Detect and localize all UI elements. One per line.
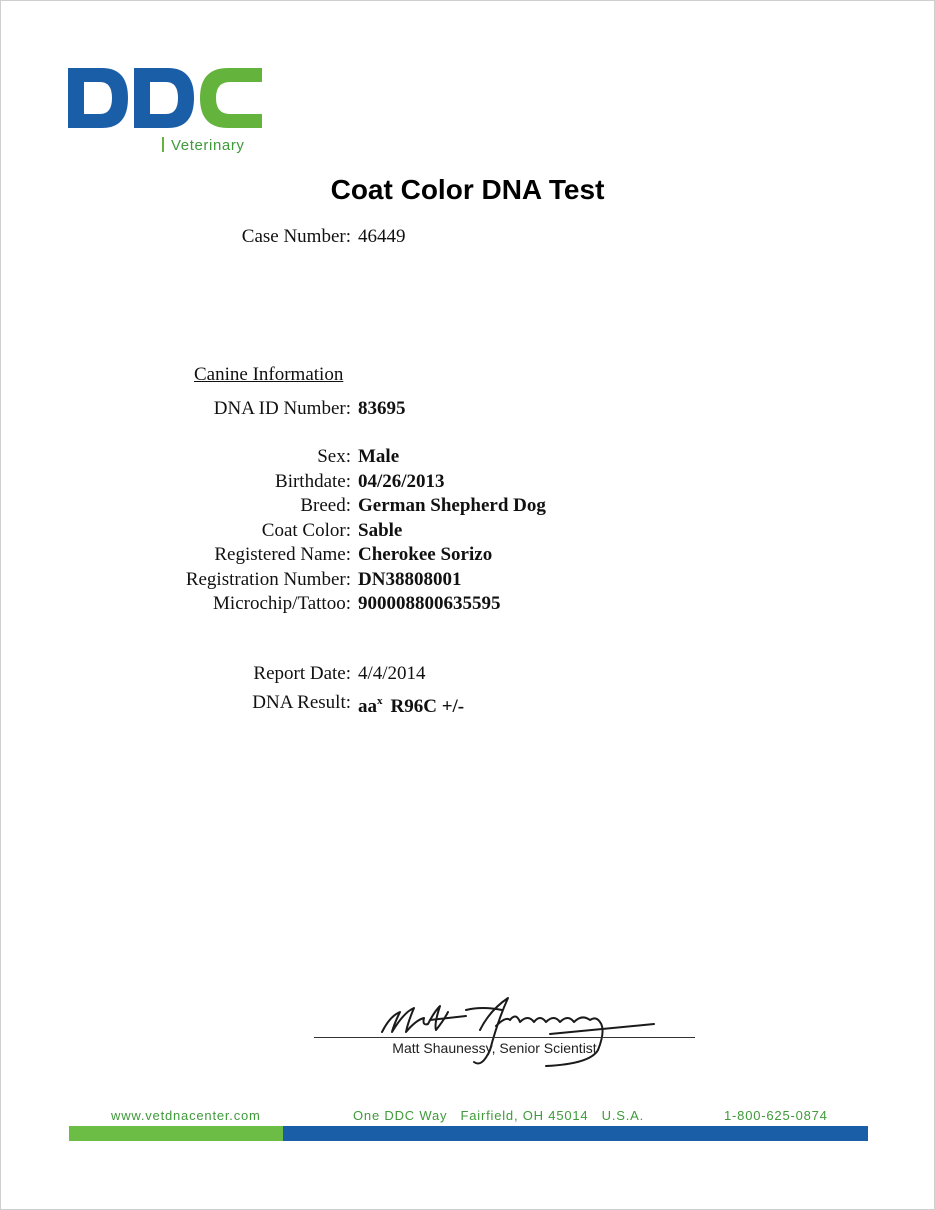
- field-row-coat-color: [0, 520, 935, 544]
- field-row-microchip: [0, 593, 935, 617]
- footer-band-green: [69, 1126, 283, 1141]
- logo-subtitle-text: Veterinary: [171, 137, 245, 154]
- microchip-value: 900008800635595: [358, 593, 501, 614]
- report-date-label: Report Date:: [253, 663, 351, 684]
- signature-image: [370, 990, 660, 1070]
- microchip-label: Microchip/Tattoo:: [213, 593, 351, 614]
- report-date-value: 4/4/2014: [358, 663, 426, 684]
- case-number-row: [0, 226, 935, 250]
- case-number-label: Case Number:: [241, 226, 351, 247]
- result-base: aa: [358, 696, 377, 717]
- coat-color-value: Sable: [358, 520, 403, 541]
- field-row-registration-number: [0, 569, 935, 593]
- signature-line: [314, 1037, 695, 1038]
- registration-number-label: Registration Number:: [185, 569, 351, 590]
- breed-value: German Shepherd Dog: [358, 495, 546, 516]
- dna-result-row: [0, 692, 935, 716]
- birthdate-value: 04/26/2013: [358, 471, 445, 492]
- dna-id-value: 83695: [358, 398, 406, 419]
- dna-result-label: DNA Result:: [252, 692, 351, 713]
- case-number-value: 46449: [358, 226, 406, 247]
- coat-color-label: Coat Color:: [261, 520, 351, 541]
- sex-label: Sex:: [317, 446, 351, 467]
- field-row-sex: [0, 446, 935, 470]
- dna-result-value: [358, 695, 464, 718]
- document-title: Coat Color DNA Test: [330, 174, 605, 205]
- breed-label: Breed:: [300, 495, 351, 516]
- result-rest: R96C +/-: [390, 696, 465, 717]
- footer-website: www.vetdnacenter.com: [111, 1108, 261, 1123]
- result-superscript: x: [377, 695, 383, 707]
- dna-id-row: [0, 398, 935, 422]
- signature-caption: [0, 1040, 935, 1056]
- sex-value: Male: [358, 446, 400, 467]
- field-row-breed: [0, 495, 935, 519]
- registration-number-value: DN38808001: [358, 569, 462, 590]
- field-row-birthdate: [0, 471, 935, 495]
- registered-name-label: Registered Name:: [214, 544, 351, 565]
- signature-caption-text: Matt Shaunessy, Senior Scientist: [392, 1040, 597, 1056]
- dna-id-label: DNA ID Number:: [213, 398, 351, 419]
- field-row-registered-name: [0, 544, 935, 568]
- canine-info-heading: Canine Information: [194, 364, 344, 385]
- registered-name-value: Cherokee Sorizo: [358, 544, 493, 565]
- footer-phone: 1-800-625-0874: [724, 1108, 828, 1123]
- footer-address: One DDC Way Fairfield, OH 45014 U.S.A.: [353, 1108, 645, 1123]
- footer-band-blue: [283, 1126, 868, 1141]
- logo-subtitle: [162, 137, 245, 154]
- logo-divider: [162, 137, 164, 152]
- report-date-row: [0, 663, 935, 687]
- birthdate-label: Birthdate:: [275, 471, 351, 492]
